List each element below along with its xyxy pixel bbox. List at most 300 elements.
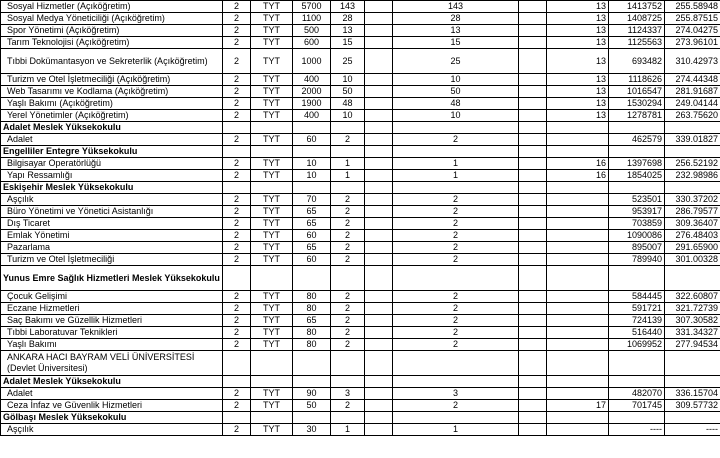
score-type-cell — [251, 351, 293, 376]
quota-cell: 70 — [293, 194, 331, 206]
rank-cell — [609, 146, 665, 158]
duration-cell: 2 — [223, 86, 251, 98]
name-text: Eczane Hizmetleri — [7, 303, 80, 313]
rank-cell: 1397698 — [609, 158, 665, 170]
rank-cell: 1854025 — [609, 170, 665, 182]
score-cell: 301.00328 — [665, 254, 720, 266]
duration-cell: 2 — [223, 206, 251, 218]
placed-cell: 13 — [331, 25, 365, 37]
quota-cell — [293, 351, 331, 376]
rank-cell — [609, 412, 665, 424]
extra-cell — [519, 146, 547, 158]
name-text: Yaşlı Bakımı (Açıköğretim) — [7, 98, 113, 108]
placed-cell: 1 — [331, 158, 365, 170]
duration-cell: 2 — [223, 1, 251, 13]
score-cell: 321.72739 — [665, 303, 720, 315]
placed-cell — [331, 182, 365, 194]
rank-cell: 1016547 — [609, 86, 665, 98]
duration-cell: 2 — [223, 388, 251, 400]
extra-cell — [365, 13, 393, 25]
total-cell: 1 — [393, 170, 519, 182]
program-name-cell — [1, 315, 223, 327]
placed-cell — [331, 266, 365, 291]
extra-cell — [365, 182, 393, 194]
rank-cell: 895007 — [609, 242, 665, 254]
total-cell — [393, 351, 519, 376]
score-type-cell: TYT — [251, 13, 293, 25]
total-cell — [393, 266, 519, 291]
score-cell: 286.79577 — [665, 206, 720, 218]
table-row — [1, 388, 720, 400]
placed-cell — [331, 376, 365, 388]
score-type-cell: TYT — [251, 388, 293, 400]
placed-cell: 2 — [331, 339, 365, 351]
duration-cell — [223, 412, 251, 424]
name-text: Web Tasarımı ve Kodlama (Açıköğretim) — [7, 86, 169, 96]
extra-cell — [519, 122, 547, 134]
extra-cell — [365, 146, 393, 158]
total-cell: 13 — [393, 25, 519, 37]
placed-cell — [331, 122, 365, 134]
faculty-name-cell — [1, 122, 223, 134]
duration-cell: 2 — [223, 13, 251, 25]
code-cell: 13 — [547, 25, 609, 37]
total-cell: 2 — [393, 242, 519, 254]
quota-cell: 60 — [293, 134, 331, 146]
placed-cell: 2 — [331, 242, 365, 254]
score-type-cell — [251, 182, 293, 194]
placed-cell: 2 — [331, 206, 365, 218]
faculty-heading-row — [1, 182, 720, 194]
duration-cell — [223, 146, 251, 158]
extra-cell — [519, 158, 547, 170]
extra-cell — [365, 254, 393, 266]
faculty-heading-row — [1, 266, 720, 291]
total-cell: 25 — [393, 49, 519, 74]
extra-cell — [365, 1, 393, 13]
name-text: Spor Yönetimi (Açıköğretim) — [7, 25, 120, 35]
extra-cell — [519, 110, 547, 122]
name-text: Tarım Teknolojisi (Açıköğretim) — [7, 37, 130, 47]
score-type-cell: TYT — [251, 339, 293, 351]
extra-cell — [519, 315, 547, 327]
quota-cell: 600 — [293, 37, 331, 49]
duration-cell: 2 — [223, 327, 251, 339]
duration-cell: 2 — [223, 158, 251, 170]
extra-cell — [519, 424, 547, 436]
score-cell: 249.04144 — [665, 98, 720, 110]
name-text: Pazarlama — [7, 242, 51, 252]
name-text: Sosyal Medya Yöneticiliği (Açıköğretim) — [7, 13, 165, 23]
extra-cell — [519, 254, 547, 266]
quota-cell: 60 — [293, 254, 331, 266]
score-type-cell: TYT — [251, 37, 293, 49]
score-type-cell: TYT — [251, 206, 293, 218]
score-type-cell — [251, 146, 293, 158]
name-text: Aşçılık — [7, 424, 34, 434]
code-cell — [547, 146, 609, 158]
total-cell: 2 — [393, 254, 519, 266]
total-cell — [393, 412, 519, 424]
score-type-cell: TYT — [251, 230, 293, 242]
placed-cell: 2 — [331, 315, 365, 327]
program-name-cell — [1, 98, 223, 110]
score-cell: 274.04275 — [665, 25, 720, 37]
code-cell: 13 — [547, 98, 609, 110]
score-type-cell — [251, 376, 293, 388]
table-row — [1, 242, 720, 254]
quota-cell: 1900 — [293, 98, 331, 110]
rank-cell: 1125563 — [609, 37, 665, 49]
faculty-name-cell — [1, 146, 223, 158]
quota-cell: 65 — [293, 315, 331, 327]
quota-cell — [293, 122, 331, 134]
score-type-cell: TYT — [251, 1, 293, 13]
program-name-cell — [1, 134, 223, 146]
score-cell: 232.98986 — [665, 170, 720, 182]
code-cell: 17 — [547, 400, 609, 412]
extra-cell — [519, 388, 547, 400]
rank-cell: 693482 — [609, 49, 665, 74]
name-text: ANKARA HACI BAYRAM VELİ ÜNİVERSİTESİ — [7, 352, 195, 362]
quota-cell: 5700 — [293, 1, 331, 13]
extra-cell — [365, 412, 393, 424]
score-cell: 274.44348 — [665, 74, 720, 86]
score-cell: 276.48403 — [665, 230, 720, 242]
extra-cell — [519, 303, 547, 315]
code-cell — [547, 194, 609, 206]
table-row — [1, 158, 720, 170]
rank-cell: 1069952 — [609, 339, 665, 351]
placed-cell: 2 — [331, 327, 365, 339]
table-row — [1, 206, 720, 218]
table-row — [1, 327, 720, 339]
faculty-heading-row — [1, 376, 720, 388]
name-text: Ceza İnfaz ve Güvenlik Hizmetleri — [7, 400, 143, 410]
extra-cell — [365, 74, 393, 86]
score-type-cell: TYT — [251, 194, 293, 206]
placed-cell: 1 — [331, 424, 365, 436]
quota-cell: 65 — [293, 218, 331, 230]
placed-cell: 10 — [331, 110, 365, 122]
total-cell: 3 — [393, 388, 519, 400]
total-cell: 28 — [393, 13, 519, 25]
placed-cell — [331, 412, 365, 424]
total-cell: 2 — [393, 291, 519, 303]
score-type-cell — [251, 122, 293, 134]
quota-cell: 80 — [293, 303, 331, 315]
program-name-cell — [1, 327, 223, 339]
rank-cell: 789940 — [609, 254, 665, 266]
code-cell — [547, 122, 609, 134]
code-cell — [547, 339, 609, 351]
score-type-cell: TYT — [251, 424, 293, 436]
code-cell — [547, 230, 609, 242]
quota-cell — [293, 376, 331, 388]
name-text: Aşçılık — [7, 194, 34, 204]
program-name-cell — [1, 230, 223, 242]
code-cell — [547, 291, 609, 303]
duration-cell — [223, 122, 251, 134]
faculty-name-cell — [1, 412, 223, 424]
total-cell: 50 — [393, 86, 519, 98]
extra-cell — [519, 37, 547, 49]
code-cell: 13 — [547, 1, 609, 13]
total-cell: 2 — [393, 134, 519, 146]
rank-cell — [609, 182, 665, 194]
rank-cell: 1124337 — [609, 25, 665, 37]
extra-cell — [519, 25, 547, 37]
faculty-name-cell — [1, 376, 223, 388]
table-row — [1, 230, 720, 242]
extra-cell — [365, 194, 393, 206]
table-body — [1, 1, 720, 436]
total-cell: 2 — [393, 206, 519, 218]
score-type-cell: TYT — [251, 315, 293, 327]
quota-cell: 50 — [293, 400, 331, 412]
duration-cell: 2 — [223, 134, 251, 146]
total-cell: 2 — [393, 303, 519, 315]
score-type-cell: TYT — [251, 110, 293, 122]
duration-cell: 2 — [223, 110, 251, 122]
score-type-cell: TYT — [251, 86, 293, 98]
code-cell — [547, 266, 609, 291]
program-name-cell — [1, 194, 223, 206]
placed-cell: 50 — [331, 86, 365, 98]
duration-cell: 2 — [223, 49, 251, 74]
quota-cell — [293, 146, 331, 158]
table-row — [1, 74, 720, 86]
faculty-heading-row — [1, 122, 720, 134]
placed-cell: 2 — [331, 400, 365, 412]
score-type-cell: TYT — [251, 134, 293, 146]
table-row — [1, 194, 720, 206]
program-name-cell — [1, 254, 223, 266]
extra-cell — [365, 376, 393, 388]
code-cell — [547, 351, 609, 376]
score-cell: 336.15704 — [665, 388, 720, 400]
name-text: Turizm ve Otel İşletmeciliği — [7, 254, 115, 264]
duration-cell — [223, 266, 251, 291]
quota-cell: 10 — [293, 170, 331, 182]
extra-cell — [519, 194, 547, 206]
rank-cell: 1413752 — [609, 1, 665, 13]
rank-cell — [609, 266, 665, 291]
program-name-cell — [1, 400, 223, 412]
score-cell: 263.75620 — [665, 110, 720, 122]
table-row — [1, 110, 720, 122]
program-name-cell — [1, 110, 223, 122]
duration-cell: 2 — [223, 194, 251, 206]
rank-cell: 523501 — [609, 194, 665, 206]
name-text: Yaşlı Bakımı — [7, 339, 57, 349]
score-type-cell: TYT — [251, 254, 293, 266]
name-text: Büro Yönetimi ve Yönetici Asistanlığı — [7, 206, 154, 216]
score-type-cell: TYT — [251, 158, 293, 170]
placed-cell — [331, 146, 365, 158]
code-cell — [547, 254, 609, 266]
total-cell: 2 — [393, 327, 519, 339]
duration-cell — [223, 182, 251, 194]
score-cell: 330.37202 — [665, 194, 720, 206]
table-row — [1, 37, 720, 49]
code-cell — [547, 388, 609, 400]
placed-cell: 28 — [331, 13, 365, 25]
table-row — [1, 303, 720, 315]
extra-cell — [519, 134, 547, 146]
placed-cell: 48 — [331, 98, 365, 110]
score-type-cell: TYT — [251, 49, 293, 74]
table-row — [1, 170, 720, 182]
placed-cell: 25 — [331, 49, 365, 74]
faculty-name-cell — [1, 266, 223, 291]
code-cell — [547, 182, 609, 194]
extra-cell — [365, 86, 393, 98]
duration-cell: 2 — [223, 25, 251, 37]
name-text: Dış Ticaret — [7, 218, 51, 228]
score-cell — [665, 412, 720, 424]
program-name-cell — [1, 303, 223, 315]
code-cell — [547, 134, 609, 146]
extra-cell — [519, 266, 547, 291]
program-name-cell — [1, 424, 223, 436]
code-cell: 13 — [547, 49, 609, 74]
table-row — [1, 254, 720, 266]
extra-cell — [519, 339, 547, 351]
total-cell: 2 — [393, 194, 519, 206]
score-type-cell — [251, 266, 293, 291]
program-name-cell — [1, 170, 223, 182]
table-row — [1, 98, 720, 110]
name-text: Engelliler Entegre Yüksekokulu — [3, 146, 138, 156]
name-text: Gölbaşı Meslek Yüksekokulu — [3, 412, 127, 422]
placed-cell: 1 — [331, 170, 365, 182]
placed-cell: 10 — [331, 74, 365, 86]
total-cell: 2 — [393, 218, 519, 230]
quota-cell: 1000 — [293, 49, 331, 74]
code-cell: 13 — [547, 86, 609, 98]
extra-cell — [519, 170, 547, 182]
quota-cell: 10 — [293, 158, 331, 170]
duration-cell: 2 — [223, 303, 251, 315]
quota-cell: 60 — [293, 230, 331, 242]
university-type-text: (Devlet Üniversitesi) — [7, 363, 88, 373]
rank-cell — [609, 376, 665, 388]
rank-cell: 584445 — [609, 291, 665, 303]
placed-cell: 3 — [331, 388, 365, 400]
extra-cell — [365, 170, 393, 182]
score-cell: 281.91687 — [665, 86, 720, 98]
duration-cell: 2 — [223, 339, 251, 351]
total-cell: 2 — [393, 339, 519, 351]
extra-cell — [519, 400, 547, 412]
score-type-cell: TYT — [251, 218, 293, 230]
table-row — [1, 424, 720, 436]
extra-cell — [519, 327, 547, 339]
rank-cell: ---- — [609, 424, 665, 436]
rank-cell: 701745 — [609, 400, 665, 412]
table-row — [1, 291, 720, 303]
table-row — [1, 315, 720, 327]
name-text: Yerel Yönetimler (Açıköğretim) — [7, 110, 129, 120]
placed-cell: 2 — [331, 291, 365, 303]
name-text: Adalet — [7, 134, 33, 144]
program-name-cell — [1, 74, 223, 86]
extra-cell — [519, 242, 547, 254]
total-cell: 10 — [393, 74, 519, 86]
score-type-cell: TYT — [251, 303, 293, 315]
university-heading-row — [1, 351, 720, 376]
total-cell: 48 — [393, 98, 519, 110]
rank-cell: 516440 — [609, 327, 665, 339]
table-row — [1, 25, 720, 37]
extra-cell — [519, 230, 547, 242]
program-name-cell — [1, 339, 223, 351]
score-type-cell — [251, 412, 293, 424]
quota-cell: 400 — [293, 110, 331, 122]
faculty-name-cell — [1, 182, 223, 194]
score-cell — [665, 122, 720, 134]
extra-cell — [519, 1, 547, 13]
rank-cell: 703859 — [609, 218, 665, 230]
code-cell: 16 — [547, 158, 609, 170]
duration-cell: 2 — [223, 218, 251, 230]
name-text: Tıbbi Dokümantasyon ve Sekreterlik (Açıköğretim) — [7, 55, 208, 66]
program-name-cell — [1, 86, 223, 98]
score-cell: 273.96101 — [665, 37, 720, 49]
duration-cell: 2 — [223, 424, 251, 436]
code-cell — [547, 242, 609, 254]
table-row — [1, 86, 720, 98]
code-cell — [547, 327, 609, 339]
placed-cell: 2 — [331, 218, 365, 230]
extra-cell — [365, 134, 393, 146]
rank-cell: 1278781 — [609, 110, 665, 122]
duration-cell: 2 — [223, 291, 251, 303]
quota-cell: 80 — [293, 339, 331, 351]
code-cell: 13 — [547, 37, 609, 49]
duration-cell: 2 — [223, 74, 251, 86]
duration-cell: 2 — [223, 230, 251, 242]
name-text: Yapı Ressamlığı — [7, 170, 73, 180]
extra-cell — [519, 218, 547, 230]
score-cell — [665, 351, 720, 376]
name-text: Adalet — [7, 388, 33, 398]
extra-cell — [365, 242, 393, 254]
quota-cell: 30 — [293, 424, 331, 436]
university-name-cell — [1, 351, 223, 376]
extra-cell — [519, 13, 547, 25]
name-text: Saç Bakımı ve Güzellik Hizmetleri — [7, 315, 143, 325]
total-cell — [393, 182, 519, 194]
code-cell — [547, 412, 609, 424]
extra-cell — [365, 206, 393, 218]
extra-cell — [519, 74, 547, 86]
rank-cell: 1408725 — [609, 13, 665, 25]
quota-cell — [293, 412, 331, 424]
score-cell: 255.87515 — [665, 13, 720, 25]
total-cell: 2 — [393, 400, 519, 412]
name-text: Adalet Meslek Yüksekokulu — [3, 122, 121, 132]
extra-cell — [365, 218, 393, 230]
extra-cell — [365, 37, 393, 49]
quota-cell: 65 — [293, 206, 331, 218]
extra-cell — [519, 182, 547, 194]
quota-cell — [293, 266, 331, 291]
placed-cell: 2 — [331, 134, 365, 146]
placed-cell — [331, 351, 365, 376]
duration-cell: 2 — [223, 170, 251, 182]
